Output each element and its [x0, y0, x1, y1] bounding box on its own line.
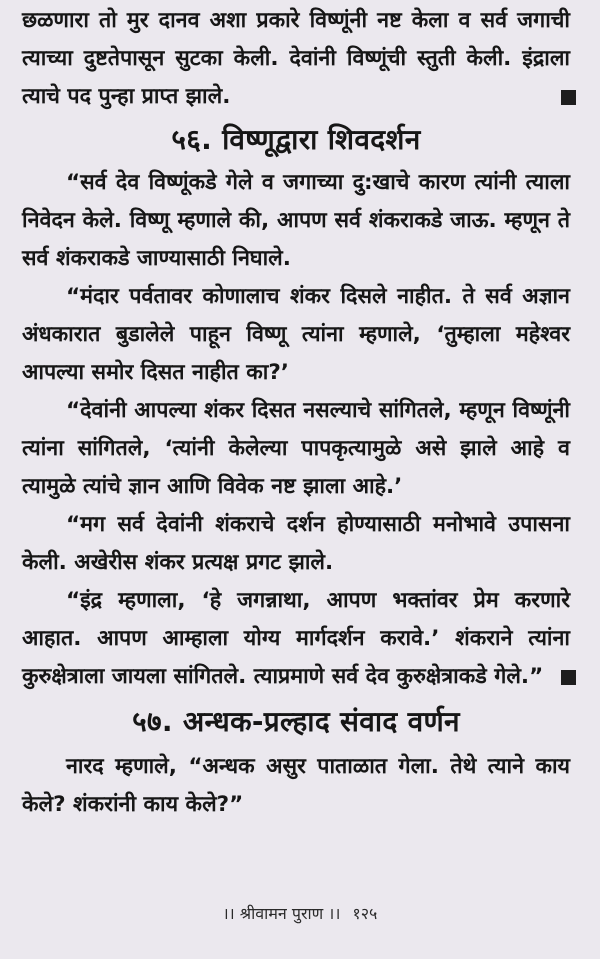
section-56-heading: ५६. विष्णूद्वारा शिवदर्शन: [171, 123, 421, 156]
section-57-paragraph-1: नारद म्हणाले, “अन्धक असुर पाताळात गेला. तेथे त्याने काय केले? शंकरांनी काय केले?”: [22, 754, 570, 817]
section-56-paragraph-4: “मग सर्व देवांनी शंकराचे दर्शन होण्यासाठी मनोभावे उपासना केली. अखेरीस शंकर प्रत्यक्ष प्रगट झाले.: [22, 512, 570, 575]
footer-page-number: १२५: [352, 904, 378, 923]
section-56-paragraph-2: “मंदार पर्वतावर कोणालाच शंकर दिसले नाहीत. ते सर्व अज्ञान अंधकारात बुडालेले पाहून विष्णू त्यांना म्हणाले, ‘तुम्हाला महेश्वर आपल्या समोर दिसत नाहीत का?’: [22, 284, 570, 385]
section-end-square-icon: [561, 90, 576, 105]
section-end-square-icon: [561, 670, 576, 685]
section-56-paragraph-5-text: “इंद्र म्हणाला, ‘हे जगन्नाथा, आपण भक्तांवर प्रेम करणारे आहात. आपण आम्हाला योग्य मार्गदर्शन करावे.’ शंकराने त्यांना कुरुक्षेत्राला जायला सांगितले. त्याप्रमाणे सर्व देव कुरुक्षेत्राकडे गेले.”: [22, 588, 570, 689]
section-56-paragraph-3: “देवांनी आपल्या शंकर दिसत नसल्याचे सांगितले, म्हणून विष्णूंनी त्यांना सांगितले, ‘त्यांनी केलेल्या पापकृत्यामुळे असे झाले आहे व त्यामुळे त्यांचे ज्ञान आणि विवेक नष्ट झाला आहे.’: [22, 398, 570, 499]
page-footer: [0, 902, 600, 926]
intro-paragraph-text: छळणारा तो मुर दानव अशा प्रकारे विष्णूंनी नष्ट केला व सर्व जगाची त्याच्या दुष्टतेपासून सुटका केली. देवांनी विष्णूंची स्तुती केली. इंद्राला त्याचे पद पुन्हा प्राप्त झाले.: [22, 8, 570, 109]
section-57-heading: ५७. अन्धक-प्रल्हाद संवाद वर्णन: [132, 705, 460, 738]
intro-paragraph: [22, 2, 570, 116]
section-56-paragraph-1: “सर्व देव विष्णूंकडे गेले व जगाच्या दु:खाचे कारण त्यांनी त्याला निवेदन केले. विष्णू म्हणाले की, आपण सर्व शंकराकडे जाऊ. म्हणून ते सर्व शंकराकडे जाण्यासाठी निघाले.: [22, 170, 570, 271]
footer-book-title: ।। श्रीवामन पुराण ।।: [222, 904, 341, 923]
section-56-paragraph-5: [22, 582, 570, 696]
